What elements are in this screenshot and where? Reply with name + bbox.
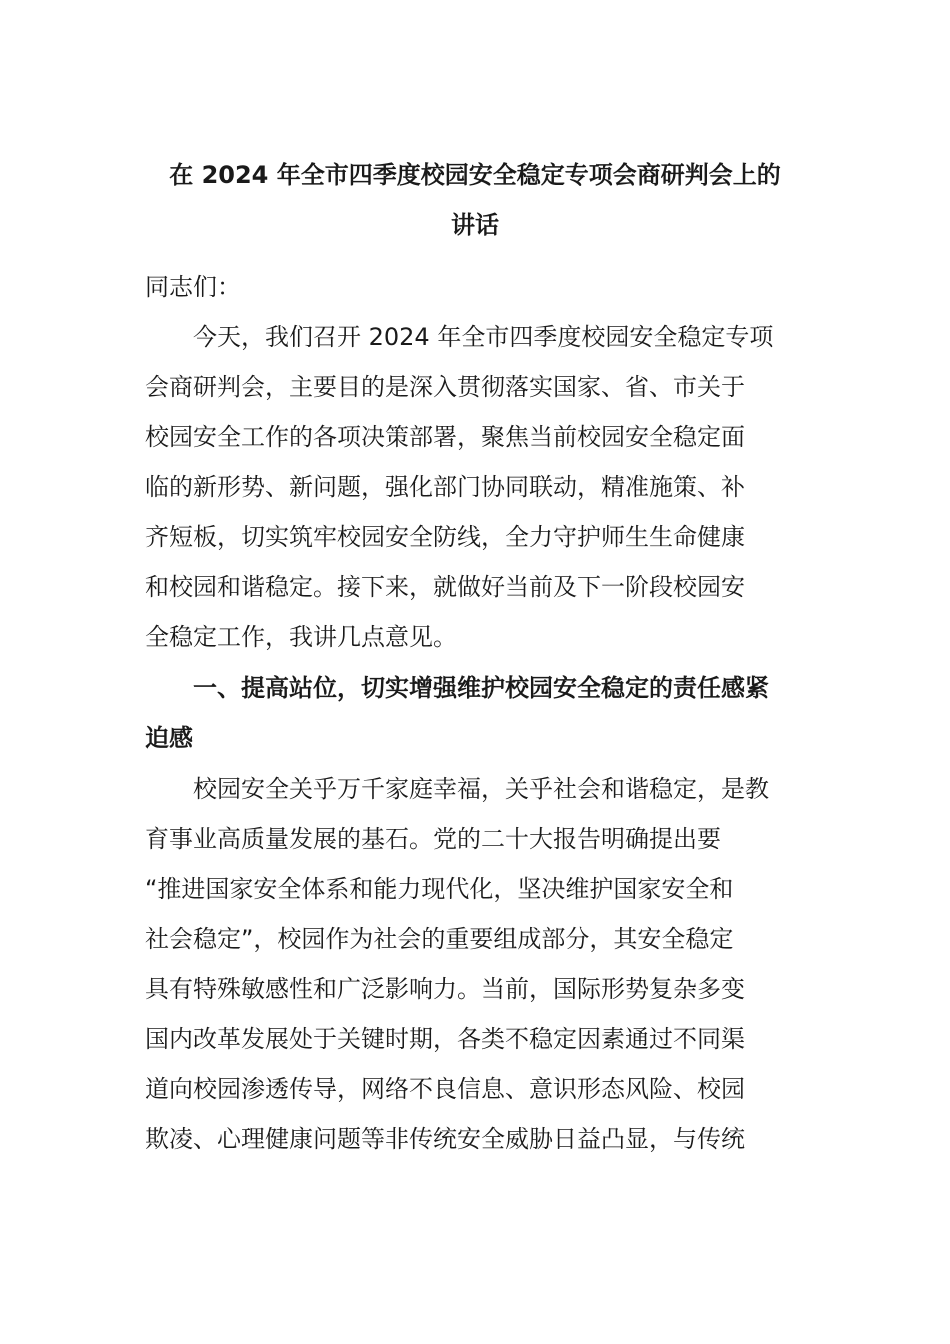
body-line: 欺凌、心理健康问题等非传统安全威胁日益凸显，与传统	[145, 1125, 745, 1153]
section-heading: 迫感	[145, 724, 193, 752]
body-line: 会商研判会，主要目的是深入贯彻落实国家、省、市关于	[145, 373, 745, 401]
body-line: 道向校园渗透传导，网络不良信息、意识形态风险、校园	[145, 1075, 745, 1103]
section-heading: 一、提高站位，切实增强维护校园安全稳定的责任感紧	[145, 674, 769, 702]
body-line: 校园安全关乎万千家庭幸福，关乎社会和谐稳定，是教	[145, 775, 769, 803]
body-line: 育事业高质量发展的基石。党的二十大报告明确提出要	[145, 825, 721, 853]
salutation: 同志们：	[145, 273, 241, 301]
document-title-line-1: 在 2024 年全市四季度校园安全稳定专项会商研判会上的	[169, 161, 781, 189]
body-line: 校园安全工作的各项决策部署，聚焦当前校园安全稳定面	[145, 423, 745, 451]
body-line: 和校园和谐稳定。接下来，就做好当前及下一阶段校园安	[145, 573, 745, 601]
body-line: 具有特殊敏感性和广泛影响力。当前，国际形势复杂多变	[145, 975, 745, 1003]
body-line: 临的新形势、新问题，强化部门协同联动，精准施策、补	[145, 473, 745, 501]
document-title	[145, 150, 805, 250]
body-line: 今天，我们召开 2024 年全市四季度校园安全稳定专项	[145, 323, 774, 351]
body-line: 国内改革发展处于关键时期，各类不稳定因素通过不同渠	[145, 1025, 745, 1053]
body-line: 全稳定工作，我讲几点意见。	[145, 623, 457, 651]
body-line: 社会稳定”，校园作为社会的重要组成部分，其安全稳定	[145, 925, 734, 953]
body-line: 齐短板，切实筑牢校园安全防线，全力守护师生生命健康	[145, 523, 745, 551]
body-line: “推进国家安全体系和能力现代化，坚决维护国家安全和	[145, 875, 734, 903]
document-title-line-2: 讲话	[451, 211, 499, 239]
